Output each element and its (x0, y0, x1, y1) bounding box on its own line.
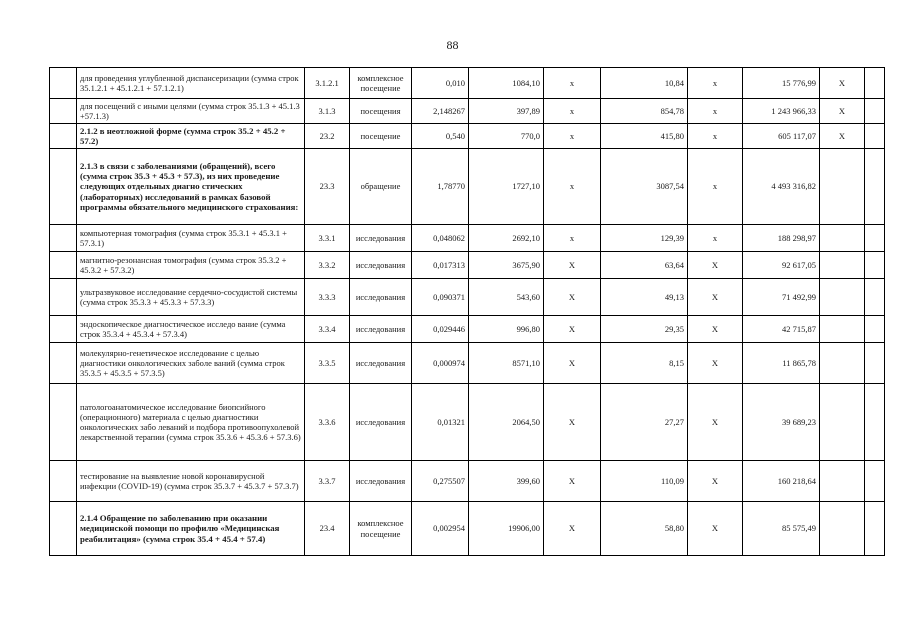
row-col4: 160 218,64 (743, 461, 820, 502)
row-col2: 49,13 (601, 279, 688, 316)
row-col5 (820, 252, 865, 279)
blank-cell (50, 279, 77, 316)
row-cost: 19906,00 (469, 502, 544, 556)
row-name: ультразвуковое исследование сердечно-сосудистой системы (сумма строк 35.3.3 + 45.3.3 + 57.3.3) (77, 279, 305, 316)
blank-cell (50, 99, 77, 124)
table-row (50, 316, 885, 343)
table-row (50, 225, 885, 252)
row-col1: X (544, 502, 601, 556)
row-col3: x (688, 225, 743, 252)
row-col5 (820, 149, 865, 225)
table-row (50, 461, 885, 502)
row-col2: 10,84 (601, 68, 688, 99)
row-col3: X (688, 461, 743, 502)
row-col5 (820, 384, 865, 461)
row-unit: исследования (350, 252, 412, 279)
row-code: 3.3.7 (305, 461, 350, 502)
blank-cell (865, 461, 885, 502)
row-col1: X (544, 343, 601, 384)
blank-cell (865, 384, 885, 461)
row-col2: 58,80 (601, 502, 688, 556)
row-col5 (820, 461, 865, 502)
data-table (49, 67, 885, 556)
row-code: 3.3.4 (305, 316, 350, 343)
table-row (50, 502, 885, 556)
row-col1: X (544, 316, 601, 343)
row-name: молекулярно-генетическое исследование с целью диагностики онкологических заболе ваний (сумма строк 35.3.5 + 45.3.5 + 57.3.5) (77, 343, 305, 384)
row-unit: посещение (350, 124, 412, 149)
row-col3: x (688, 149, 743, 225)
row-col4: 188 298,97 (743, 225, 820, 252)
row-code: 3.3.3 (305, 279, 350, 316)
blank-cell (50, 124, 77, 149)
row-unit: обращение (350, 149, 412, 225)
row-col1: X (544, 461, 601, 502)
row-cost: 996,80 (469, 316, 544, 343)
row-code: 3.1.3 (305, 99, 350, 124)
table-row (50, 99, 885, 124)
row-col3: X (688, 502, 743, 556)
row-name: компьютерная томография (сумма строк 35.3.1 + 45.3.1 + 57.3.1) (77, 225, 305, 252)
table-row (50, 124, 885, 149)
row-name: тестирование на выявление новой коронавирусной инфекции (COVID-19) (сумма строк 35.3.7 + 45.3.7 + 57.3.7) (77, 461, 305, 502)
row-code: 23.4 (305, 502, 350, 556)
row-col4: 39 689,23 (743, 384, 820, 461)
row-norm: 0,090371 (412, 279, 469, 316)
row-norm: 0,048062 (412, 225, 469, 252)
row-norm: 0,000974 (412, 343, 469, 384)
row-cost: 2692,10 (469, 225, 544, 252)
row-col4: 1 243 966,33 (743, 99, 820, 124)
row-col2: 8,15 (601, 343, 688, 384)
row-cost: 8571,10 (469, 343, 544, 384)
row-unit: посещения (350, 99, 412, 124)
blank-cell (50, 343, 77, 384)
table-row (50, 279, 885, 316)
row-cost: 543,60 (469, 279, 544, 316)
row-col5 (820, 343, 865, 384)
row-col4: 605 117,07 (743, 124, 820, 149)
row-col2: 854,78 (601, 99, 688, 124)
blank-cell (865, 343, 885, 384)
blank-cell (50, 68, 77, 99)
blank-cell (865, 279, 885, 316)
row-unit: исследования (350, 225, 412, 252)
row-col3: X (688, 343, 743, 384)
row-code: 3.1.2.1 (305, 68, 350, 99)
row-unit: исследования (350, 343, 412, 384)
row-cost: 397,89 (469, 99, 544, 124)
row-col1: x (544, 99, 601, 124)
blank-cell (865, 149, 885, 225)
row-name: патологоанатомическое исследование биопсийного (операционного) материала с целью диагностики онкологических забо леваний и подбора противоопухолевой лекарственной терапии (сумма строк 35.3.6 + 45.3.6 + 57.3.6) (77, 384, 305, 461)
blank-cell (50, 461, 77, 502)
row-code: 3.3.1 (305, 225, 350, 252)
row-col3: X (688, 279, 743, 316)
row-norm: 0,540 (412, 124, 469, 149)
table-row (50, 68, 885, 99)
row-code: 23.2 (305, 124, 350, 149)
row-name: магнитно-резонансная томография (сумма строк 35.3.2 + 45.3.2 + 57.3.2) (77, 252, 305, 279)
row-col3: x (688, 68, 743, 99)
row-col1: X (544, 384, 601, 461)
blank-cell (865, 68, 885, 99)
row-col4: 11 865,78 (743, 343, 820, 384)
row-col1: x (544, 149, 601, 225)
row-unit: исследования (350, 384, 412, 461)
row-norm: 2,148267 (412, 99, 469, 124)
row-name: 2.1.4 Обращение по заболеванию при оказании медицинской помощи по профилю «Медицинская реабилитация» (сумма строк 35.4 + 45.4 + 57.4) (77, 502, 305, 556)
table-row (50, 343, 885, 384)
row-code: 3.3.5 (305, 343, 350, 384)
blank-cell (50, 502, 77, 556)
row-col4: 71 492,99 (743, 279, 820, 316)
row-cost: 3675,90 (469, 252, 544, 279)
row-col5 (820, 502, 865, 556)
row-col3: X (688, 316, 743, 343)
blank-cell (50, 316, 77, 343)
blank-cell (50, 252, 77, 279)
blank-cell (865, 225, 885, 252)
row-code: 3.3.6 (305, 384, 350, 461)
row-cost: 1084,10 (469, 68, 544, 99)
row-name: для посещений с иными целями (сумма строк 35.1.3 + 45.1.3 +57.1.3) (77, 99, 305, 124)
table-row (50, 149, 885, 225)
row-unit: комплексное посещение (350, 68, 412, 99)
row-norm: 0,010 (412, 68, 469, 99)
row-col5: X (820, 124, 865, 149)
row-col2: 129,39 (601, 225, 688, 252)
row-col5: X (820, 68, 865, 99)
row-cost: 399,60 (469, 461, 544, 502)
row-cost: 1727,10 (469, 149, 544, 225)
row-code: 3.3.2 (305, 252, 350, 279)
row-col4: 92 617,05 (743, 252, 820, 279)
row-col3: X (688, 252, 743, 279)
row-col5 (820, 279, 865, 316)
blank-cell (865, 316, 885, 343)
row-norm: 0,017313 (412, 252, 469, 279)
row-norm: 0,275507 (412, 461, 469, 502)
row-unit: комплексное посещение (350, 502, 412, 556)
row-col3: x (688, 99, 743, 124)
row-col2: 27,27 (601, 384, 688, 461)
row-name: 2.1.2 в неотложной форме (сумма строк 35.2 + 45.2 + 57.2) (77, 124, 305, 149)
blank-cell (865, 252, 885, 279)
row-code: 23.3 (305, 149, 350, 225)
row-cost: 2064,50 (469, 384, 544, 461)
row-col1: X (544, 252, 601, 279)
row-norm: 0,029446 (412, 316, 469, 343)
row-norm: 1,78770 (412, 149, 469, 225)
row-name: эндоскопическое диагностическое исследо вание (сумма строк 35.3.4 + 45.3.4 + 57.3.4) (77, 316, 305, 343)
page-number: 88 (446, 38, 459, 52)
blank-cell (865, 502, 885, 556)
row-cost: 770,0 (469, 124, 544, 149)
row-col2: 63,64 (601, 252, 688, 279)
table-row (50, 384, 885, 461)
row-col4: 85 575,49 (743, 502, 820, 556)
row-col1: x (544, 68, 601, 99)
row-unit: исследования (350, 279, 412, 316)
row-unit: исследования (350, 461, 412, 502)
row-col5 (820, 225, 865, 252)
row-col1: x (544, 124, 601, 149)
row-col1: X (544, 279, 601, 316)
row-col5 (820, 316, 865, 343)
row-col4: 4 493 316,82 (743, 149, 820, 225)
row-col5: X (820, 99, 865, 124)
blank-cell (50, 225, 77, 252)
row-col2: 3087,54 (601, 149, 688, 225)
row-col3: x (688, 124, 743, 149)
row-col3: X (688, 384, 743, 461)
row-norm: 0,01321 (412, 384, 469, 461)
blank-cell (865, 124, 885, 149)
row-col2: 110,09 (601, 461, 688, 502)
row-col2: 415,80 (601, 124, 688, 149)
blank-cell (50, 384, 77, 461)
row-name: 2.1.3 в связи с заболеваниями (обращений), всего (сумма строк 35.3 + 45.3 + 57.3), из них проведение следующих отдельных диагно стических (лабораторных) исследований в рамках базовой программы обязательного медицинского страхования: (77, 149, 305, 225)
row-col2: 29,35 (601, 316, 688, 343)
row-name: для проведения углубленной диспансеризации (сумма строк 35.1.2.1 + 45.1.2.1 + 57.1.2.1) (77, 68, 305, 99)
blank-cell (50, 149, 77, 225)
row-col4: 42 715,87 (743, 316, 820, 343)
row-col4: 15 776,99 (743, 68, 820, 99)
row-unit: исследования (350, 316, 412, 343)
row-col1: x (544, 225, 601, 252)
blank-cell (865, 99, 885, 124)
table-row (50, 252, 885, 279)
row-norm: 0,002954 (412, 502, 469, 556)
